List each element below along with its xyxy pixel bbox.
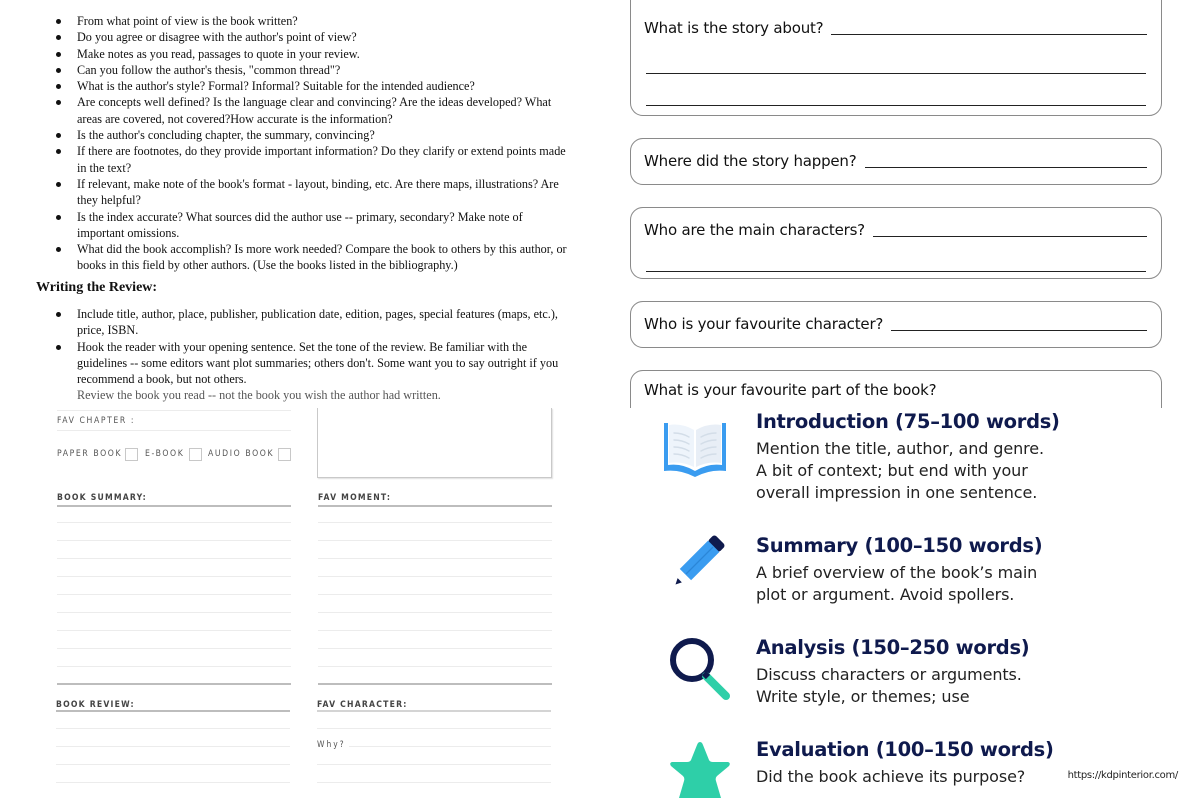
answer-line[interactable] [891, 330, 1147, 331]
list-item: If relevant, make note of the book's format - layout, binding, etc. Are there maps, illustrations? Are they helpful? [0, 176, 600, 209]
magnifier-icon [668, 636, 732, 702]
answer-line[interactable] [318, 522, 552, 523]
answer-line[interactable] [646, 105, 1146, 106]
list-item: If there are footnotes, do they provide important information? Do they clarify or extend points made in the text? [0, 143, 600, 176]
section-introduction [756, 410, 1060, 504]
divider [318, 505, 552, 507]
reading-journal-panel [0, 408, 600, 800]
list-item: Include title, author, place, publisher, publication date, edition, pages, special features (maps, etc.), price, ISBN. [0, 306, 600, 339]
answer-line[interactable] [57, 540, 291, 541]
answer-line[interactable] [318, 576, 552, 577]
section-summary [756, 534, 1042, 606]
answer-line[interactable] [318, 612, 552, 613]
answer-line[interactable] [318, 594, 552, 595]
review-structure-panel [600, 408, 1200, 800]
answer-line[interactable] [646, 73, 1146, 74]
why-label: Why? [317, 739, 346, 749]
open-book-icon [662, 421, 728, 477]
book-review-label: BOOK REVIEW: [56, 700, 135, 710]
answer-line[interactable] [317, 782, 551, 783]
section-text [756, 766, 1054, 788]
favourite-character-label: Who is your favourite character? [644, 315, 884, 333]
answer-line[interactable] [57, 576, 291, 577]
answer-line[interactable] [317, 728, 551, 729]
ebook-checkbox[interactable] [189, 448, 202, 461]
answer-line[interactable] [57, 594, 291, 595]
section-title: Summary (100–150 words) [756, 534, 1043, 557]
list-item: Can you follow the author's thesis, "common thread"? [0, 62, 600, 78]
answer-line[interactable] [318, 666, 552, 667]
list-item: Do you agree or disagree with the author's point of view? [0, 29, 600, 45]
story-where-label: Where did the story happen? [644, 152, 857, 170]
answer-line[interactable] [831, 34, 1147, 35]
audio-book-checkbox[interactable] [278, 448, 291, 461]
cover-image-box[interactable] [317, 408, 552, 478]
answer-line[interactable] [349, 746, 551, 747]
divider [56, 710, 290, 712]
writing-list [0, 306, 600, 387]
story-about-label: What is the story about? [644, 19, 824, 37]
section-title: Evaluation (100–150 words) [756, 738, 1054, 761]
main-characters-box [630, 207, 1162, 279]
section-title: Analysis (150–250 words) [756, 636, 1030, 659]
answer-line[interactable] [57, 430, 291, 431]
format-audio-label: AUDIO BOOK [208, 449, 275, 459]
story-worksheet-panel [600, 0, 1200, 399]
answer-line[interactable] [646, 271, 1146, 272]
answer-line[interactable] [57, 666, 291, 667]
divider [317, 710, 551, 712]
list-item: Are concepts well defined? Is the language clear and convincing? Are the ideas developed? What areas are covered, not covered?How accurate is the information? [0, 94, 600, 127]
section-title: Introduction (75–100 words) [756, 410, 1060, 433]
story-about-box [630, 0, 1162, 116]
text-line: Did the book achieve its purpose? [756, 767, 1026, 786]
paper-book-checkbox[interactable] [125, 448, 138, 461]
answer-line[interactable] [56, 746, 290, 747]
answer-line[interactable] [56, 764, 290, 765]
cut-off-list-item: Review the book you read -- not the book you wish the author had written. [77, 388, 441, 402]
fav-chapter-label: FAV CHAPTER : [57, 416, 136, 426]
main-characters-label: Who are the main characters? [644, 221, 865, 239]
divider [57, 410, 291, 411]
review-guide-panel [0, 0, 600, 402]
list-item: Make notes as you read, passages to quote in your review. [0, 46, 600, 62]
answer-line[interactable] [318, 648, 552, 649]
answer-line[interactable] [57, 522, 291, 523]
pencil-icon [666, 532, 726, 596]
text-line: Write style, or themes; use [756, 687, 970, 706]
list-item: Hook the reader with your opening sentence. Set the tone of the review. Be familiar with the guidelines -- some editors want plot summaries; others don't. Some want you to say outright if you recommend a book, but not others. [0, 339, 600, 388]
list-item: From what point of view is the book written? [0, 13, 600, 29]
text-line: A bit of context; but end with your [756, 461, 1028, 480]
fav-moment-label: FAV MOMENT: [318, 493, 392, 503]
answer-line[interactable] [318, 558, 552, 559]
answer-line[interactable] [57, 612, 291, 613]
answer-line[interactable] [317, 764, 551, 765]
answer-line[interactable] [873, 236, 1147, 237]
answer-line[interactable] [865, 167, 1148, 168]
text-line: overall impression in one sentence. [756, 483, 1038, 502]
divider [57, 683, 291, 685]
answer-line[interactable] [57, 630, 291, 631]
divider [57, 505, 291, 507]
writing-review-heading: Writing the Review: [36, 280, 158, 295]
favourite-character-box [630, 301, 1162, 348]
answer-line[interactable] [56, 728, 290, 729]
answer-line[interactable] [318, 540, 552, 541]
answer-line[interactable] [318, 630, 552, 631]
watermark-url: https://kdpinterior.com/ [1067, 770, 1178, 781]
section-text [756, 664, 1029, 708]
text-line: A brief overview of the book’s main [756, 563, 1038, 582]
fav-character-label: FAV CHARACTER: [317, 700, 408, 710]
book-summary-label: BOOK SUMMARY: [57, 493, 147, 503]
text-line: Discuss characters or arguments. [756, 665, 1022, 684]
text-line: plot or argument. Avoid spollers. [756, 585, 1015, 604]
favourite-part-label: What is your favourite part of the book? [644, 381, 937, 399]
question-list [0, 13, 600, 274]
list-item: What is the author's style? Formal? Informal? Suitable for the intended audience? [0, 78, 600, 94]
format-paper-label: PAPER BOOK [57, 449, 123, 459]
text-line: Mention the title, author, and genre. [756, 439, 1045, 458]
star-icon [668, 740, 732, 800]
format-ebook-label: E-BOOK [145, 449, 185, 459]
list-item: What did the book accomplish? Is more work needed? Compare the book to others by this author, or books in this field by other authors. (Use the books listed in the bibliography.) [0, 241, 600, 274]
story-where-box [630, 138, 1162, 185]
list-item: Is the author's concluding chapter, the summary, convincing? [0, 127, 600, 143]
section-text [756, 562, 1042, 606]
section-analysis [756, 636, 1029, 708]
divider [318, 683, 552, 685]
answer-line[interactable] [57, 648, 291, 649]
answer-line[interactable] [56, 782, 290, 783]
section-evaluation [756, 738, 1054, 788]
section-text [756, 438, 1060, 504]
list-item: Is the index accurate? What sources did the author use -- primary, secondary? Make note of important omissions. [0, 209, 600, 242]
answer-line[interactable] [57, 558, 291, 559]
